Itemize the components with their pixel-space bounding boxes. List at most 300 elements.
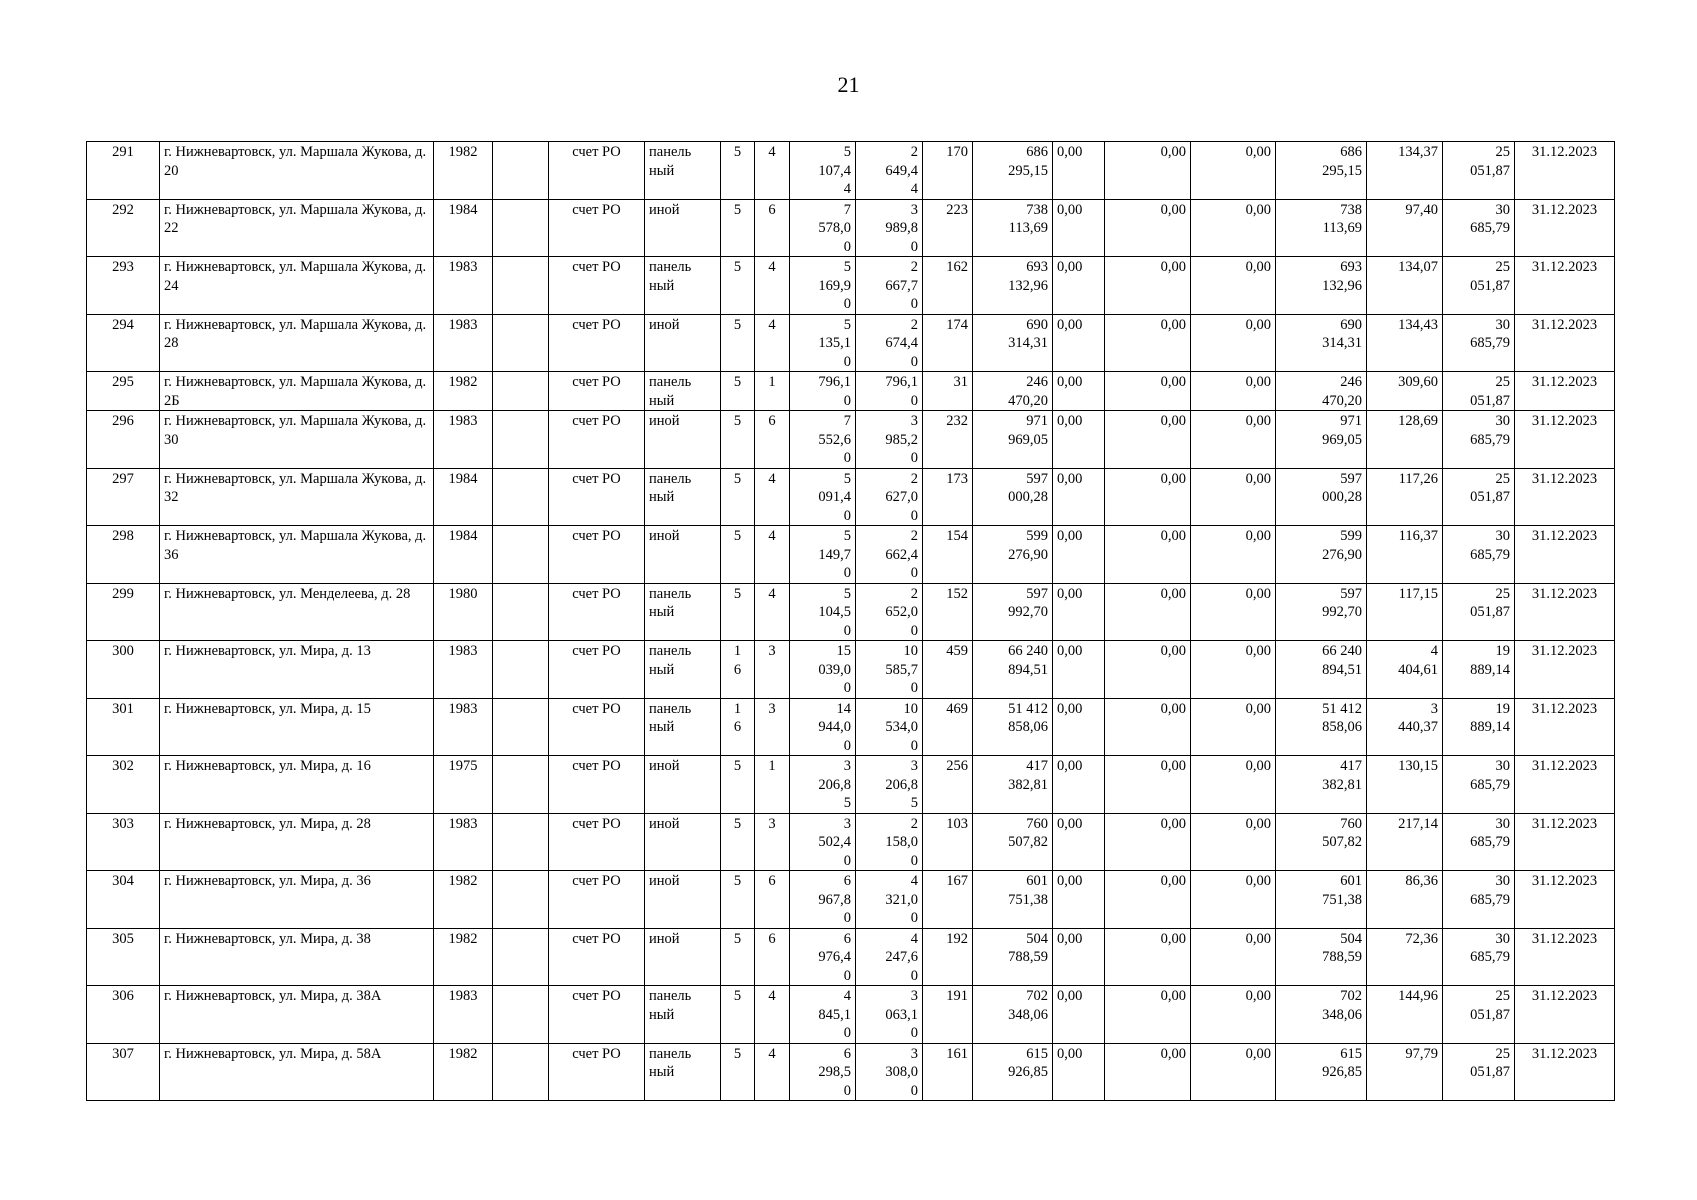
total-area-cell: 796,1 0 (790, 372, 856, 411)
deadline-cell: 31.12.2023 (1515, 928, 1615, 986)
deadline-cell: 31.12.2023 (1515, 1043, 1615, 1101)
page-number: 21 (837, 72, 860, 97)
deadline-cell: 31.12.2023 (1515, 468, 1615, 526)
amount-cell: 0,00 (1053, 526, 1105, 584)
unit-cost-cell: 134,43 (1367, 314, 1443, 372)
wall-material-cell: панель ный (645, 257, 721, 315)
unit-cost-cell: 134,37 (1367, 142, 1443, 200)
total-cost-cell: 417 382,81 (973, 756, 1053, 814)
amount-cell: 0,00 (1191, 756, 1276, 814)
amount-cell: 0,00 (1053, 199, 1105, 257)
floors-cell: 5 (721, 583, 755, 641)
living-area-cell: 2 674,4 0 (856, 314, 923, 372)
empty-cell (493, 583, 549, 641)
amount-cell: 0,00 (1105, 698, 1191, 756)
unit-cost-cell: 72,36 (1367, 928, 1443, 986)
empty-cell (493, 871, 549, 929)
deadline-cell: 31.12.2023 (1515, 372, 1615, 411)
amount-cell: 0,00 (1191, 257, 1276, 315)
total-cost-cell: 66 240 894,51 (973, 641, 1053, 699)
total-area-cell: 15 039,0 0 (790, 641, 856, 699)
empty-cell (493, 641, 549, 699)
entrances-cell: 4 (755, 583, 790, 641)
housing-registry-table (86, 141, 1615, 1101)
year-cell: 1980 (434, 583, 493, 641)
fund-method-cell: счет РО (549, 756, 645, 814)
unit-cost-cell: 3 440,37 (1367, 698, 1443, 756)
amount-cell: 0,00 (1053, 411, 1105, 469)
table-row (87, 199, 1615, 257)
residents-cell: 256 (923, 756, 973, 814)
wall-material-cell: иной (645, 756, 721, 814)
row-number: 303 (87, 813, 160, 871)
entrances-cell: 6 (755, 871, 790, 929)
address-cell: г. Нижневартовск, ул. Маршала Жукова, д. 22 (160, 199, 434, 257)
wall-material-cell: иной (645, 199, 721, 257)
wall-material-cell: иной (645, 871, 721, 929)
wall-material-cell: панель ный (645, 641, 721, 699)
living-area-cell: 2 158,0 0 (856, 813, 923, 871)
wall-material-cell: панель ный (645, 1043, 721, 1101)
table-row (87, 813, 1615, 871)
table-row (87, 756, 1615, 814)
amount-cell: 0,00 (1053, 813, 1105, 871)
row-number: 291 (87, 142, 160, 200)
entrances-cell: 6 (755, 199, 790, 257)
entrances-cell: 4 (755, 314, 790, 372)
year-cell: 1983 (434, 257, 493, 315)
amount-cell: 0,00 (1053, 928, 1105, 986)
row-number: 304 (87, 871, 160, 929)
amount-cell: 0,00 (1105, 468, 1191, 526)
table-row (87, 526, 1615, 584)
empty-cell (493, 986, 549, 1044)
total-area-cell: 6 976,4 0 (790, 928, 856, 986)
regional-fund-cost-cell: 597 992,70 (1276, 583, 1367, 641)
fund-method-cell: счет РО (549, 583, 645, 641)
floors-cell: 5 (721, 314, 755, 372)
floors-cell: 5 (721, 199, 755, 257)
amount-cell: 0,00 (1191, 698, 1276, 756)
max-unit-cost-cell: 30 685,79 (1443, 871, 1515, 929)
wall-material-cell: панель ный (645, 986, 721, 1044)
amount-cell: 0,00 (1105, 411, 1191, 469)
row-number: 295 (87, 372, 160, 411)
row-number: 292 (87, 199, 160, 257)
total-cost-cell: 971 969,05 (973, 411, 1053, 469)
empty-cell (493, 142, 549, 200)
total-cost-cell: 760 507,82 (973, 813, 1053, 871)
max-unit-cost-cell: 25 051,87 (1443, 142, 1515, 200)
address-cell: г. Нижневартовск, ул. Мира, д. 38А (160, 986, 434, 1044)
total-cost-cell: 615 926,85 (973, 1043, 1053, 1101)
total-area-cell: 5 169,9 0 (790, 257, 856, 315)
row-number: 302 (87, 756, 160, 814)
entrances-cell: 3 (755, 698, 790, 756)
table-row (87, 314, 1615, 372)
floors-cell: 5 (721, 813, 755, 871)
wall-material-cell: панель ный (645, 372, 721, 411)
floors-cell: 5 (721, 142, 755, 200)
regional-fund-cost-cell: 760 507,82 (1276, 813, 1367, 871)
floors-cell: 5 (721, 928, 755, 986)
residents-cell: 469 (923, 698, 973, 756)
row-number: 298 (87, 526, 160, 584)
living-area-cell: 796,1 0 (856, 372, 923, 411)
deadline-cell: 31.12.2023 (1515, 411, 1615, 469)
total-area-cell: 4 845,1 0 (790, 986, 856, 1044)
fund-method-cell: счет РО (549, 813, 645, 871)
address-cell: г. Нижневартовск, ул. Маршала Жукова, д. 28 (160, 314, 434, 372)
unit-cost-cell: 86,36 (1367, 871, 1443, 929)
living-area-cell: 3 206,8 5 (856, 756, 923, 814)
table-row (87, 583, 1615, 641)
row-number: 296 (87, 411, 160, 469)
address-cell: г. Нижневартовск, ул. Маршала Жукова, д. 20 (160, 142, 434, 200)
entrances-cell: 3 (755, 641, 790, 699)
regional-fund-cost-cell: 693 132,96 (1276, 257, 1367, 315)
amount-cell: 0,00 (1105, 813, 1191, 871)
year-cell: 1983 (434, 698, 493, 756)
living-area-cell: 2 667,7 0 (856, 257, 923, 315)
floors-cell: 5 (721, 1043, 755, 1101)
address-cell: г. Нижневартовск, ул. Мира, д. 16 (160, 756, 434, 814)
year-cell: 1982 (434, 871, 493, 929)
year-cell: 1982 (434, 142, 493, 200)
fund-method-cell: счет РО (549, 199, 645, 257)
entrances-cell: 3 (755, 813, 790, 871)
amount-cell: 0,00 (1191, 526, 1276, 584)
empty-cell (493, 257, 549, 315)
max-unit-cost-cell: 25 051,87 (1443, 986, 1515, 1044)
total-cost-cell: 599 276,90 (973, 526, 1053, 584)
fund-method-cell: счет РО (549, 468, 645, 526)
amount-cell: 0,00 (1105, 928, 1191, 986)
entrances-cell: 4 (755, 257, 790, 315)
total-cost-cell: 686 295,15 (973, 142, 1053, 200)
total-area-cell: 6 298,5 0 (790, 1043, 856, 1101)
max-unit-cost-cell: 25 051,87 (1443, 372, 1515, 411)
max-unit-cost-cell: 30 685,79 (1443, 526, 1515, 584)
regional-fund-cost-cell: 738 113,69 (1276, 199, 1367, 257)
empty-cell (493, 756, 549, 814)
total-area-cell: 5 104,5 0 (790, 583, 856, 641)
amount-cell: 0,00 (1053, 756, 1105, 814)
floors-cell: 5 (721, 372, 755, 411)
amount-cell: 0,00 (1053, 871, 1105, 929)
regional-fund-cost-cell: 597 000,28 (1276, 468, 1367, 526)
amount-cell: 0,00 (1053, 1043, 1105, 1101)
residents-cell: 161 (923, 1043, 973, 1101)
fund-method-cell: счет РО (549, 986, 645, 1044)
amount-cell: 0,00 (1053, 257, 1105, 315)
amount-cell: 0,00 (1105, 142, 1191, 200)
total-cost-cell: 597 000,28 (973, 468, 1053, 526)
empty-cell (493, 928, 549, 986)
deadline-cell: 31.12.2023 (1515, 756, 1615, 814)
empty-cell (493, 314, 549, 372)
regional-fund-cost-cell: 686 295,15 (1276, 142, 1367, 200)
max-unit-cost-cell: 30 685,79 (1443, 199, 1515, 257)
address-cell: г. Нижневартовск, ул. Маршала Жукова, д. 2Б (160, 372, 434, 411)
amount-cell: 0,00 (1191, 142, 1276, 200)
address-cell: г. Нижневартовск, ул. Мира, д. 13 (160, 641, 434, 699)
table-row (87, 1043, 1615, 1101)
table-body (87, 142, 1615, 1101)
residents-cell: 232 (923, 411, 973, 469)
max-unit-cost-cell: 25 051,87 (1443, 468, 1515, 526)
max-unit-cost-cell: 30 685,79 (1443, 411, 1515, 469)
residents-cell: 459 (923, 641, 973, 699)
floors-cell: 5 (721, 257, 755, 315)
deadline-cell: 31.12.2023 (1515, 257, 1615, 315)
amount-cell: 0,00 (1053, 583, 1105, 641)
year-cell: 1983 (434, 314, 493, 372)
amount-cell: 0,00 (1105, 986, 1191, 1044)
deadline-cell: 31.12.2023 (1515, 142, 1615, 200)
fund-method-cell: счет РО (549, 257, 645, 315)
amount-cell: 0,00 (1105, 1043, 1191, 1101)
empty-cell (493, 411, 549, 469)
regional-fund-cost-cell: 702 348,06 (1276, 986, 1367, 1044)
fund-method-cell: счет РО (549, 142, 645, 200)
total-area-cell: 14 944,0 0 (790, 698, 856, 756)
amount-cell: 0,00 (1105, 526, 1191, 584)
table-row (87, 986, 1615, 1044)
empty-cell (493, 1043, 549, 1101)
table-row (87, 928, 1615, 986)
entrances-cell: 4 (755, 142, 790, 200)
amount-cell: 0,00 (1105, 641, 1191, 699)
residents-cell: 174 (923, 314, 973, 372)
unit-cost-cell: 217,14 (1367, 813, 1443, 871)
address-cell: г. Нижневартовск, ул. Мира, д. 38 (160, 928, 434, 986)
total-area-cell: 3 502,4 0 (790, 813, 856, 871)
fund-method-cell: счет РО (549, 641, 645, 699)
amount-cell: 0,00 (1105, 314, 1191, 372)
table-row (87, 468, 1615, 526)
entrances-cell: 4 (755, 1043, 790, 1101)
table-row (87, 411, 1615, 469)
amount-cell: 0,00 (1053, 986, 1105, 1044)
total-area-cell: 3 206,8 5 (790, 756, 856, 814)
amount-cell: 0,00 (1053, 142, 1105, 200)
residents-cell: 223 (923, 199, 973, 257)
total-cost-cell: 693 132,96 (973, 257, 1053, 315)
address-cell: г. Нижневартовск, ул. Мира, д. 36 (160, 871, 434, 929)
living-area-cell: 2 662,4 0 (856, 526, 923, 584)
living-area-cell: 4 321,0 0 (856, 871, 923, 929)
amount-cell: 0,00 (1105, 756, 1191, 814)
total-cost-cell: 597 992,70 (973, 583, 1053, 641)
total-area-cell: 5 149,7 0 (790, 526, 856, 584)
address-cell: г. Нижневартовск, ул. Маршала Жукова, д. 30 (160, 411, 434, 469)
wall-material-cell: иной (645, 928, 721, 986)
total-cost-cell: 738 113,69 (973, 199, 1053, 257)
regional-fund-cost-cell: 971 969,05 (1276, 411, 1367, 469)
unit-cost-cell: 128,69 (1367, 411, 1443, 469)
year-cell: 1982 (434, 372, 493, 411)
residents-cell: 31 (923, 372, 973, 411)
max-unit-cost-cell: 19 889,14 (1443, 698, 1515, 756)
year-cell: 1983 (434, 641, 493, 699)
unit-cost-cell: 117,26 (1367, 468, 1443, 526)
deadline-cell: 31.12.2023 (1515, 698, 1615, 756)
floors-cell: 1 6 (721, 698, 755, 756)
amount-cell: 0,00 (1191, 199, 1276, 257)
amount-cell: 0,00 (1191, 928, 1276, 986)
living-area-cell: 3 308,0 0 (856, 1043, 923, 1101)
max-unit-cost-cell: 25 051,87 (1443, 583, 1515, 641)
fund-method-cell: счет РО (549, 411, 645, 469)
regional-fund-cost-cell: 51 412 858,06 (1276, 698, 1367, 756)
residents-cell: 191 (923, 986, 973, 1044)
wall-material-cell: панель ный (645, 583, 721, 641)
fund-method-cell: счет РО (549, 928, 645, 986)
amount-cell: 0,00 (1053, 468, 1105, 526)
unit-cost-cell: 134,07 (1367, 257, 1443, 315)
total-cost-cell: 702 348,06 (973, 986, 1053, 1044)
fund-method-cell: счет РО (549, 871, 645, 929)
floors-cell: 5 (721, 871, 755, 929)
amount-cell: 0,00 (1105, 372, 1191, 411)
total-cost-cell: 601 751,38 (973, 871, 1053, 929)
wall-material-cell: панель ный (645, 698, 721, 756)
amount-cell: 0,00 (1105, 257, 1191, 315)
max-unit-cost-cell: 30 685,79 (1443, 314, 1515, 372)
amount-cell: 0,00 (1191, 641, 1276, 699)
table-row (87, 142, 1615, 200)
unit-cost-cell: 116,37 (1367, 526, 1443, 584)
empty-cell (493, 698, 549, 756)
wall-material-cell: иной (645, 314, 721, 372)
entrances-cell: 1 (755, 372, 790, 411)
residents-cell: 152 (923, 583, 973, 641)
amount-cell: 0,00 (1191, 372, 1276, 411)
table-row (87, 698, 1615, 756)
unit-cost-cell: 309,60 (1367, 372, 1443, 411)
living-area-cell: 2 652,0 0 (856, 583, 923, 641)
address-cell: г. Нижневартовск, ул. Мира, д. 58А (160, 1043, 434, 1101)
amount-cell: 0,00 (1105, 583, 1191, 641)
total-cost-cell: 246 470,20 (973, 372, 1053, 411)
amount-cell: 0,00 (1053, 314, 1105, 372)
total-cost-cell: 690 314,31 (973, 314, 1053, 372)
address-cell: г. Нижневартовск, ул. Маршала Жукова, д. 24 (160, 257, 434, 315)
entrances-cell: 6 (755, 928, 790, 986)
total-cost-cell: 51 412 858,06 (973, 698, 1053, 756)
wall-material-cell: иной (645, 813, 721, 871)
max-unit-cost-cell: 25 051,87 (1443, 257, 1515, 315)
max-unit-cost-cell: 19 889,14 (1443, 641, 1515, 699)
year-cell: 1983 (434, 411, 493, 469)
row-number: 294 (87, 314, 160, 372)
year-cell: 1984 (434, 199, 493, 257)
unit-cost-cell: 97,40 (1367, 199, 1443, 257)
amount-cell: 0,00 (1191, 583, 1276, 641)
living-area-cell: 3 989,8 0 (856, 199, 923, 257)
regional-fund-cost-cell: 66 240 894,51 (1276, 641, 1367, 699)
living-area-cell: 3 063,1 0 (856, 986, 923, 1044)
table-row (87, 641, 1615, 699)
amount-cell: 0,00 (1053, 372, 1105, 411)
table-row (87, 871, 1615, 929)
row-number: 306 (87, 986, 160, 1044)
amount-cell: 0,00 (1191, 813, 1276, 871)
max-unit-cost-cell: 30 685,79 (1443, 928, 1515, 986)
fund-method-cell: счет РО (549, 372, 645, 411)
fund-method-cell: счет РО (549, 1043, 645, 1101)
residents-cell: 167 (923, 871, 973, 929)
residents-cell: 103 (923, 813, 973, 871)
wall-material-cell: иной (645, 526, 721, 584)
floors-cell: 1 6 (721, 641, 755, 699)
empty-cell (493, 468, 549, 526)
regional-fund-cost-cell: 504 788,59 (1276, 928, 1367, 986)
empty-cell (493, 199, 549, 257)
total-area-cell: 7 578,0 0 (790, 199, 856, 257)
regional-fund-cost-cell: 615 926,85 (1276, 1043, 1367, 1101)
deadline-cell: 31.12.2023 (1515, 199, 1615, 257)
deadline-cell: 31.12.2023 (1515, 314, 1615, 372)
deadline-cell: 31.12.2023 (1515, 583, 1615, 641)
empty-cell (493, 526, 549, 584)
regional-fund-cost-cell: 246 470,20 (1276, 372, 1367, 411)
deadline-cell: 31.12.2023 (1515, 986, 1615, 1044)
wall-material-cell: иной (645, 411, 721, 469)
amount-cell: 0,00 (1191, 314, 1276, 372)
deadline-cell: 31.12.2023 (1515, 871, 1615, 929)
row-number: 301 (87, 698, 160, 756)
empty-cell (493, 372, 549, 411)
total-cost-cell: 504 788,59 (973, 928, 1053, 986)
unit-cost-cell: 144,96 (1367, 986, 1443, 1044)
fund-method-cell: счет РО (549, 314, 645, 372)
row-number: 305 (87, 928, 160, 986)
row-number: 307 (87, 1043, 160, 1101)
table-row (87, 372, 1615, 411)
residents-cell: 173 (923, 468, 973, 526)
fund-method-cell: счет РО (549, 526, 645, 584)
unit-cost-cell: 130,15 (1367, 756, 1443, 814)
amount-cell: 0,00 (1053, 698, 1105, 756)
entrances-cell: 1 (755, 756, 790, 814)
amount-cell: 0,00 (1191, 871, 1276, 929)
year-cell: 1984 (434, 468, 493, 526)
total-area-cell: 7 552,6 0 (790, 411, 856, 469)
row-number: 293 (87, 257, 160, 315)
address-cell: г. Нижневартовск, ул. Менделеева, д. 28 (160, 583, 434, 641)
total-area-cell: 5 091,4 0 (790, 468, 856, 526)
amount-cell: 0,00 (1191, 1043, 1276, 1101)
amount-cell: 0,00 (1105, 871, 1191, 929)
residents-cell: 192 (923, 928, 973, 986)
floors-cell: 5 (721, 468, 755, 526)
address-cell: г. Нижневартовск, ул. Мира, д. 28 (160, 813, 434, 871)
deadline-cell: 31.12.2023 (1515, 813, 1615, 871)
residents-cell: 170 (923, 142, 973, 200)
fund-method-cell: счет РО (549, 698, 645, 756)
floors-cell: 5 (721, 756, 755, 814)
table-row (87, 257, 1615, 315)
wall-material-cell: панель ный (645, 142, 721, 200)
unit-cost-cell: 117,15 (1367, 583, 1443, 641)
regional-fund-cost-cell: 601 751,38 (1276, 871, 1367, 929)
deadline-cell: 31.12.2023 (1515, 526, 1615, 584)
address-cell: г. Нижневартовск, ул. Мира, д. 15 (160, 698, 434, 756)
amount-cell: 0,00 (1191, 986, 1276, 1044)
row-number: 297 (87, 468, 160, 526)
